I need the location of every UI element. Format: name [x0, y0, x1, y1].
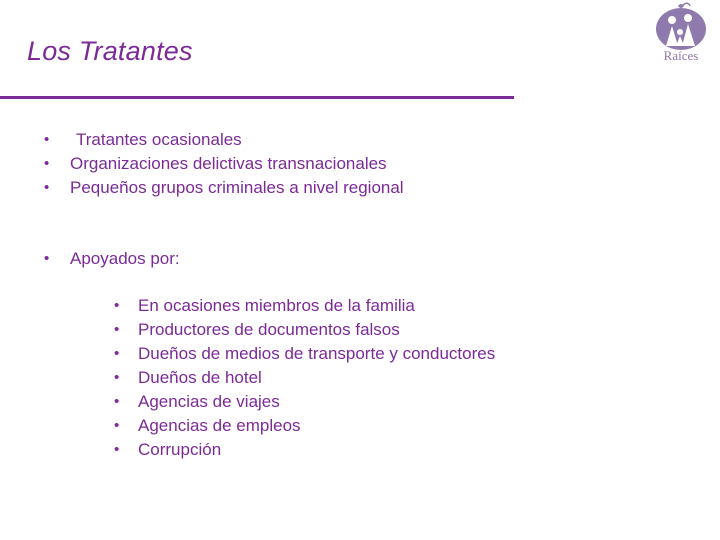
list-item: [44, 176, 404, 200]
raices-logo: [650, 2, 712, 66]
list-item-text: Corrupción: [138, 440, 222, 459]
list-item-text: Pequeños grupos criminales a nivel regional: [70, 178, 404, 197]
list-item: [114, 294, 495, 318]
bullet-icon: •: [44, 250, 50, 267]
list-item: [114, 366, 495, 390]
list-item: [114, 342, 495, 366]
slide-title: Los Tratantes: [27, 36, 193, 66]
list-item-text: En ocasiones miembros de la familia: [138, 296, 415, 315]
support-heading: Apoyados por:: [70, 249, 180, 268]
list-item-text: Dueños de hotel: [138, 368, 262, 387]
list-item: [114, 390, 495, 414]
traffickers-list: [44, 128, 404, 200]
bullet-icon: •: [44, 131, 50, 148]
list-item: [114, 414, 495, 438]
list-item-text: Productores de documentos falsos: [138, 320, 400, 339]
bullet-icon: •: [114, 441, 120, 458]
list-item-text: Agencias de viajes: [138, 392, 280, 411]
bullet-icon: •: [114, 345, 120, 362]
list-item-text: Agencias de empleos: [138, 416, 301, 435]
bullet-icon: •: [114, 369, 120, 386]
list-item: [114, 438, 495, 462]
list-item-text: Organizaciones delictivas transnacionales: [70, 154, 387, 173]
list-item: [44, 152, 404, 176]
logo-text: Raíces: [663, 48, 699, 63]
bullet-icon: •: [114, 393, 120, 410]
bullet-icon: •: [114, 321, 120, 338]
list-item: [44, 247, 180, 271]
support-heading-list: [44, 247, 180, 271]
title-underline: [0, 96, 514, 99]
bullet-icon: •: [114, 297, 120, 314]
list-item: [44, 128, 404, 152]
bullet-icon: •: [44, 155, 50, 172]
list-item-text: Dueños de medios de transporte y conductores: [138, 344, 496, 363]
bullet-icon: •: [114, 417, 120, 434]
list-item-text: Tratantes ocasionales: [76, 130, 242, 149]
bullet-icon: •: [44, 179, 50, 196]
family-figures-icon: [650, 2, 712, 52]
list-item: [114, 318, 495, 342]
supporters-list: [114, 294, 495, 462]
